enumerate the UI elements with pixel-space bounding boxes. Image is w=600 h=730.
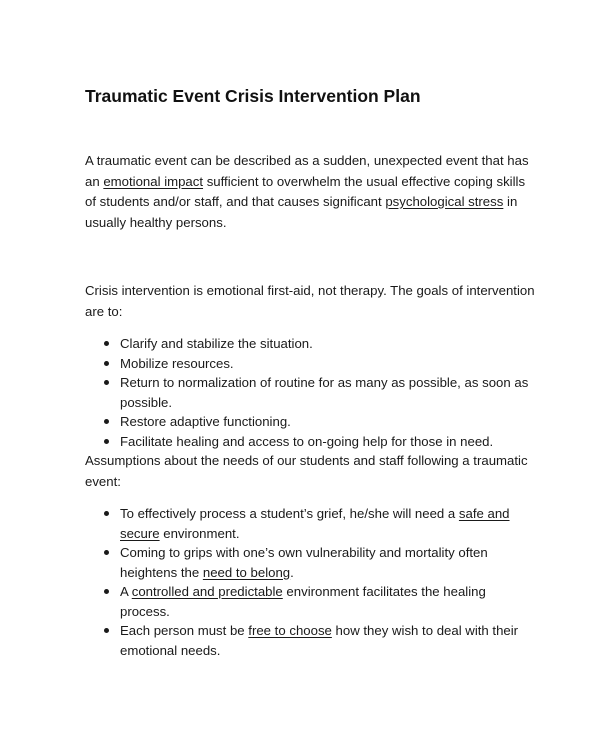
assumption-text: Each person must be xyxy=(120,623,249,638)
assumption-text: Coming to grips with one’s own vulnerability and mortality often heightens the xyxy=(120,545,488,580)
assumption-text: To effectively process a student’s grief, he/she will need a xyxy=(120,506,459,521)
list-item xyxy=(120,412,538,432)
assumption-text: . xyxy=(290,564,294,580)
page-title: Traumatic Event Crisis Intervention Plan xyxy=(85,86,421,106)
list-item xyxy=(120,504,538,543)
intro-text-2: sufficient to overwhelm the usual effective coping skills of students and/or staff, and that causes significant xyxy=(85,173,526,209)
list-item xyxy=(120,582,538,621)
underline-safe-and-secure: safe and secure xyxy=(120,506,510,541)
list-item xyxy=(120,621,538,660)
assumption-text: how they wish to deal with their emotional needs. xyxy=(120,623,519,658)
assumptions-list xyxy=(85,504,538,660)
intro-text-3: in usually healthy persons. xyxy=(85,194,518,230)
bullet-icon xyxy=(104,361,109,366)
bullet-icon xyxy=(104,380,109,385)
goal-text: Facilitate healing and access to on-going help for those in need. xyxy=(120,433,494,449)
list-item xyxy=(120,373,538,412)
list-item xyxy=(120,432,538,452)
list-item xyxy=(120,334,538,354)
underline-need-to-belong: need to belong xyxy=(202,564,291,580)
bullet-icon xyxy=(104,419,109,424)
goal-text: Mobilize resources. xyxy=(120,355,234,371)
intro-underline-emotional-impact: emotional impact xyxy=(103,173,204,189)
goal-text: Clarify and stabilize the situation. xyxy=(120,336,313,351)
assumption-text: A xyxy=(120,584,132,599)
assumptions-lead: Assumptions about the needs of our students and staff following a traumatic event: xyxy=(85,453,528,489)
bullet-icon xyxy=(104,550,109,555)
intro-underline-psychological-stress: psychological stress xyxy=(385,194,504,209)
goal-text: Restore adaptive functioning. xyxy=(120,414,291,429)
bullet-icon xyxy=(104,341,109,346)
list-item xyxy=(120,354,538,374)
assumption-text: environment facilitates the healing process. xyxy=(120,584,486,619)
goal-text: Return to normalization of routine for as many as possible, as soon as possible. xyxy=(120,375,529,410)
underline-controlled-and-predictable: controlled and predictable xyxy=(131,584,283,599)
assumption-text: environment. xyxy=(159,525,240,541)
intro-paragraph xyxy=(85,151,538,233)
bullet-icon xyxy=(104,439,109,444)
list-item xyxy=(120,543,538,582)
bullet-icon xyxy=(104,589,109,594)
bullet-icon xyxy=(104,628,109,633)
goals-list xyxy=(85,334,538,451)
goals-lead: Crisis intervention is emotional first-aid, not therapy. The goals of intervention are to: xyxy=(85,283,535,319)
bullet-icon xyxy=(104,511,109,516)
underline-free-to-choose: free to choose xyxy=(248,623,332,638)
intro-text-1: A traumatic event can be described as a sudden, unexpected event that has an xyxy=(85,153,529,189)
